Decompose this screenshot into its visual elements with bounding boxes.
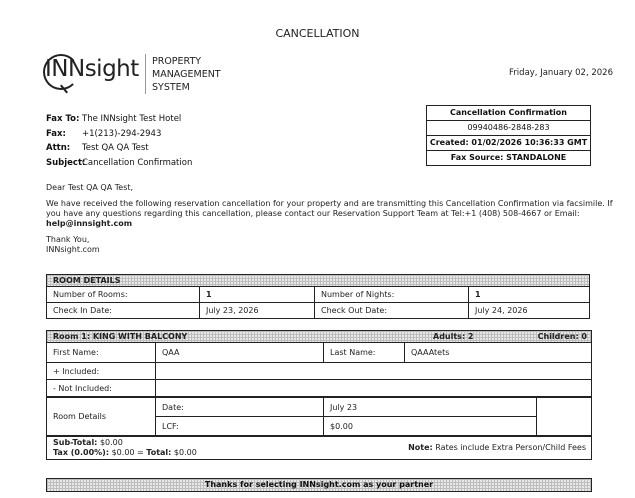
- tax-label: Tax (0.00%):: [53, 448, 110, 457]
- greeting: Dear Test QA QA Test,: [46, 183, 134, 192]
- signature: INNsight.com: [46, 245, 100, 254]
- room-rate-section: [47, 397, 592, 437]
- confirmation-created: Created: 01/02/2026 10:36:33 GMT: [427, 136, 590, 151]
- room-details-table: [46, 274, 590, 319]
- adults-count: Adults: 2: [433, 332, 474, 341]
- closing: [46, 235, 616, 255]
- confirmation-number: 09940486-2848-283: [427, 121, 590, 136]
- confirmation-source: Fax Source: STANDALONE: [450, 153, 567, 162]
- room-rate-blank: [537, 398, 592, 436]
- tagline-line: MANAGEMENT: [152, 69, 221, 80]
- first-name-label: First Name:: [47, 343, 156, 363]
- fax-label: Fax:: [46, 128, 66, 139]
- footer-thanks: Thanks for selecting INNsight.com as your partner: [46, 478, 592, 492]
- checkout-value: July 24, 2026: [469, 303, 590, 319]
- subtotal-value: $0.00: [99, 438, 123, 447]
- closing-text: Thank You,: [46, 235, 90, 244]
- attn-label: Attn:: [46, 143, 71, 153]
- checkout-label: Check Out Date:: [315, 303, 469, 319]
- checkin-value: July 23, 2026: [200, 303, 315, 319]
- subject-label: Subject:: [46, 157, 86, 168]
- rooms-value: 1: [200, 287, 315, 303]
- confirmation-heading: Cancellation Confirmation: [427, 106, 590, 121]
- included-value: [156, 363, 592, 380]
- date-label: Date:: [156, 398, 324, 417]
- room-1-heading: Room 1: KING WITH BALCONY: [53, 332, 188, 341]
- fax-value: +1(213)-294-2943: [82, 128, 162, 139]
- fax-to-label: Fax To:: [46, 114, 80, 124]
- logo-divider: [145, 54, 146, 94]
- note-label: Note:: [408, 443, 433, 452]
- fax-header: [46, 112, 192, 170]
- rates-note: [408, 443, 586, 453]
- innsight-logo: [45, 52, 235, 96]
- total-label: Total:: [146, 448, 172, 457]
- children-count: Children: 0: [537, 332, 587, 341]
- last-name-value: QAAAtets: [405, 343, 592, 363]
- support-email-link[interactable]: help@innsight.com: [46, 219, 133, 228]
- rooms-label: Number of Rooms:: [47, 287, 200, 303]
- room-1-table: [46, 330, 592, 460]
- room-rate-table: [47, 397, 591, 436]
- document-title: CANCELLATION: [275, 27, 360, 40]
- tagline-line: PROPERTY: [152, 56, 202, 67]
- letter-text: We have received the following reservation cancellation for your property and are transmitting this Cancellation Confirmation via facsimile. If you have any questions regarding this cancellation, please contact our Reservation Support Team at Tel:+1 (408) 508-4667 or Email:: [46, 199, 613, 218]
- subtotal-label: Sub-Total:: [53, 438, 98, 447]
- not-included-label: - Not Included:: [47, 380, 156, 397]
- letter-paragraph: [46, 199, 616, 229]
- tax-value: $0.00 =: [111, 448, 144, 457]
- room-details-heading: ROOM DETAILS: [47, 275, 590, 287]
- nights-value: 1: [469, 287, 590, 303]
- logo-tagline: [152, 55, 221, 94]
- subject-value: Cancellation Confirmation: [82, 157, 193, 168]
- included-label: + Included:: [47, 363, 156, 380]
- totals-row: [47, 437, 592, 460]
- letter-body: [46, 183, 616, 261]
- checkin-label: Check In Date:: [47, 303, 200, 319]
- confirmation-box: [426, 105, 591, 166]
- lcf-value: $0.00: [324, 417, 537, 436]
- first-name-value: QAA: [156, 343, 324, 363]
- tagline-line: SYSTEM: [152, 82, 190, 93]
- document-date: Friday, January 02, 2026: [509, 68, 613, 78]
- room-1-header: [47, 331, 592, 343]
- total-value: $0.00: [173, 448, 197, 457]
- date-value: July 23: [324, 398, 537, 417]
- not-included-value: [156, 380, 592, 397]
- attn-value: Test QA QA Test: [82, 143, 149, 153]
- nights-label: Number of Nights:: [315, 287, 469, 303]
- last-name-label: Last Name:: [324, 343, 405, 363]
- logo-brand: INNsight: [45, 56, 139, 82]
- lcf-label: LCF:: [156, 417, 324, 436]
- fax-to-value: The INNsight Test Hotel: [82, 114, 182, 124]
- note-text: Rates include Extra Person/Child Fees: [435, 443, 586, 452]
- room-details-label: Room Details: [47, 398, 156, 436]
